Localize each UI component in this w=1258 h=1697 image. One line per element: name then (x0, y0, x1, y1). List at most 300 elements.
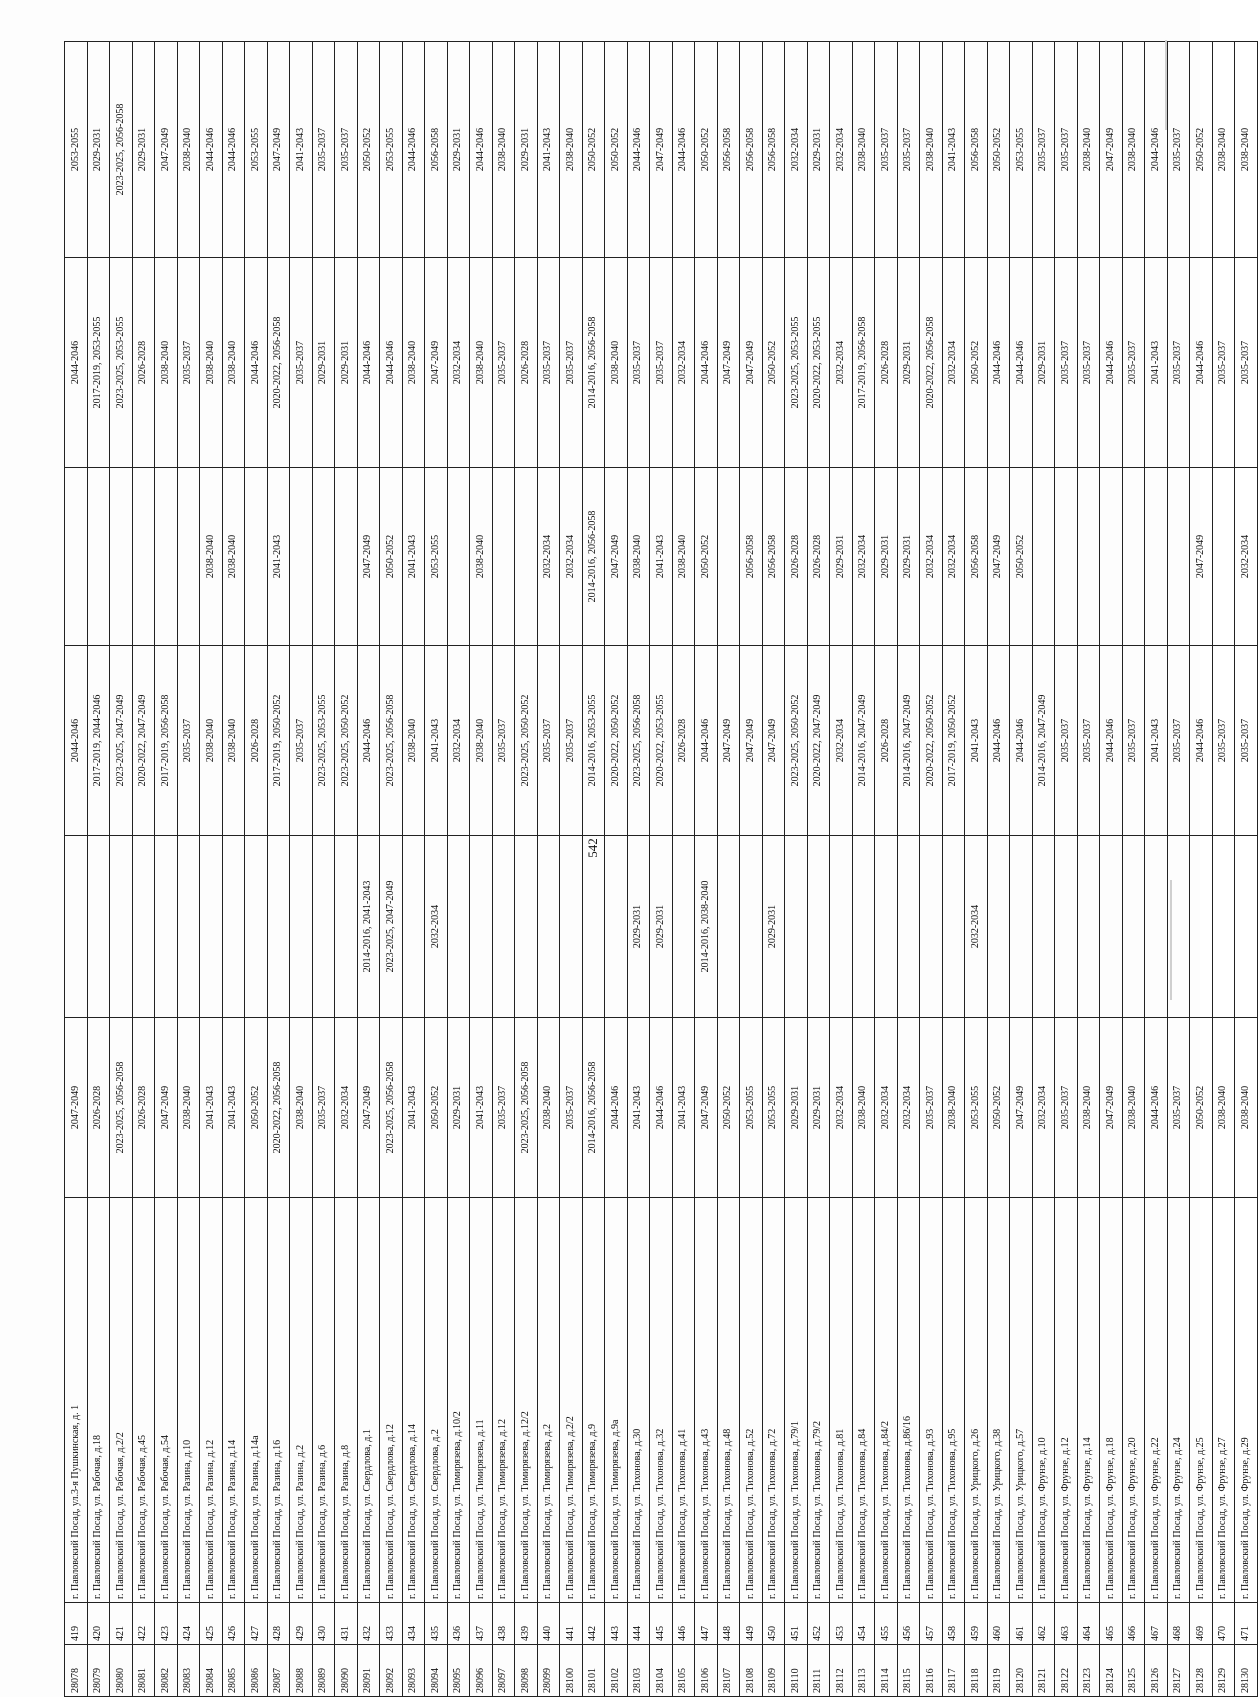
cell-period-6: 2053-2055 (380, 42, 403, 258)
cell-address: г. Павловский Посад, ул. Тимирязева, д.9 (582, 1198, 605, 1603)
cell-period-3: 2023-2025, 2050-2052 (785, 646, 808, 836)
cell-record-id: 28082 (155, 1645, 178, 1697)
cell-address: г. Павловский Посад, ул. Тимирязева, д.9а (605, 1198, 628, 1603)
cell-period-2 (222, 836, 245, 1018)
cell-period-3: 2020-2022, 2050-2052 (920, 646, 943, 836)
cell-period-6: 2029-2031 (447, 42, 470, 258)
cell-period-1: 2038-2040 (852, 1018, 875, 1198)
cell-period-3: 2035-2037 (1212, 646, 1235, 836)
table-row (110, 42, 133, 1697)
cell-row-number: 442 (582, 1603, 605, 1645)
table-row (537, 42, 560, 1697)
cell-period-1: 2023-2025, 2056-2058 (110, 1018, 133, 1198)
cell-period-4 (1212, 468, 1235, 646)
cell-row-number: 425 (200, 1603, 223, 1645)
cell-address: г. Павловский Посад, ул. Свердлова, д.1 (357, 1198, 380, 1603)
cell-address: г. Павловский Посад, ул. Разина, д.12 (200, 1198, 223, 1603)
cell-period-4: 2041-2043 (402, 468, 425, 646)
cell-period-1: 2032-2034 (830, 1018, 853, 1198)
cell-period-6: 2056-2058 (762, 42, 785, 258)
cell-period-1: 2038-2040 (1235, 1018, 1258, 1198)
cell-record-id: 28101 (582, 1645, 605, 1697)
cell-period-5: 2038-2040 (222, 258, 245, 468)
table-row (357, 42, 380, 1697)
cell-period-1: 2038-2040 (1122, 1018, 1145, 1198)
cell-period-3: 2026-2028 (672, 646, 695, 836)
cell-record-id: 28096 (470, 1645, 493, 1697)
cell-record-id: 28092 (380, 1645, 403, 1697)
cell-row-number: 460 (987, 1603, 1010, 1645)
cell-period-4 (177, 468, 200, 646)
cell-period-3: 2023-2025, 2050-2052 (335, 646, 358, 836)
cell-period-1: 2035-2037 (1167, 1018, 1190, 1198)
cell-period-6: 2035-2037 (1167, 42, 1190, 258)
table-row (65, 42, 88, 1697)
cell-period-5: 2023-2025, 2053-2055 (785, 258, 808, 468)
cell-period-6: 2041-2043 (537, 42, 560, 258)
table-row (672, 42, 695, 1697)
cell-row-number: 419 (65, 1603, 88, 1645)
cell-period-6: 2029-2031 (515, 42, 538, 258)
cell-period-5: 2047-2049 (740, 258, 763, 468)
cell-period-6: 2041-2043 (290, 42, 313, 258)
cell-row-number: 463 (1055, 1603, 1078, 1645)
cell-row-number: 457 (920, 1603, 943, 1645)
cell-period-4 (515, 468, 538, 646)
cell-period-6: 2029-2031 (132, 42, 155, 258)
table-row (740, 42, 763, 1697)
cell-period-2 (1212, 836, 1235, 1018)
cell-period-1: 2041-2043 (222, 1018, 245, 1198)
cell-period-5: 2044-2046 (65, 258, 88, 468)
cell-period-1: 2035-2037 (920, 1018, 943, 1198)
cell-period-2 (155, 836, 178, 1018)
cell-address: г. Павловский Посад, ул. Тихонова, д.30 (627, 1198, 650, 1603)
table-row (245, 42, 268, 1697)
cell-period-4: 2053-2055 (425, 468, 448, 646)
cell-address: г. Павловский Посад, ул. Фрунзе, д.22 (1145, 1198, 1168, 1603)
cell-period-2 (65, 836, 88, 1018)
cell-record-id: 28100 (560, 1645, 583, 1697)
cell-period-6: 2038-2040 (920, 42, 943, 258)
cell-record-id: 28098 (515, 1645, 538, 1697)
cell-row-number: 455 (875, 1603, 898, 1645)
table-row (695, 42, 718, 1697)
cell-record-id: 28119 (987, 1645, 1010, 1697)
cell-period-3: 2047-2049 (717, 646, 740, 836)
cell-address: г. Павловский Посад, ул. Рабочая, д.54 (155, 1198, 178, 1603)
cell-record-id: 28080 (110, 1645, 133, 1697)
table-row (515, 42, 538, 1697)
cell-period-5: 2029-2031 (897, 258, 920, 468)
cell-period-3: 2035-2037 (1077, 646, 1100, 836)
cell-period-4: 2032-2034 (537, 468, 560, 646)
cell-period-5: 2035-2037 (627, 258, 650, 468)
cell-period-6: 2056-2058 (425, 42, 448, 258)
cell-period-4: 2047-2049 (605, 468, 628, 646)
cell-period-3: 2023-2025, 2056-2058 (380, 646, 403, 836)
cell-record-id: 28124 (1100, 1645, 1123, 1697)
cell-row-number: 427 (245, 1603, 268, 1645)
cell-period-2 (1032, 836, 1055, 1018)
cell-period-4: 2047-2049 (357, 468, 380, 646)
cell-period-4 (1100, 468, 1123, 646)
cell-period-2 (987, 836, 1010, 1018)
cell-record-id: 28117 (942, 1645, 965, 1697)
cell-period-3: 2014-2016, 2053-2055 (582, 646, 605, 836)
cell-period-1: 2044-2046 (650, 1018, 673, 1198)
cell-record-id: 28130 (1235, 1645, 1258, 1697)
cell-period-5: 2026-2028 (132, 258, 155, 468)
table-row (1235, 42, 1258, 1697)
cell-row-number: 453 (830, 1603, 853, 1645)
cell-period-1: 2038-2040 (177, 1018, 200, 1198)
cell-period-5: 2029-2031 (1032, 258, 1055, 468)
cell-period-6: 2041-2043 (942, 42, 965, 258)
cell-period-6: 2038-2040 (1077, 42, 1100, 258)
cell-period-2 (87, 836, 110, 1018)
cell-record-id: 28120 (1010, 1645, 1033, 1697)
cell-period-5: 2044-2046 (245, 258, 268, 468)
cell-period-1: 2050-2052 (717, 1018, 740, 1198)
cell-row-number: 440 (537, 1603, 560, 1645)
cell-period-3: 2014-2016, 2047-2049 (852, 646, 875, 836)
cell-address: г. Павловский Посад, ул. Тимирязева, д.2 (537, 1198, 560, 1603)
cell-period-5: 2038-2040 (402, 258, 425, 468)
cell-period-1: 2041-2043 (200, 1018, 223, 1198)
cell-period-2 (807, 836, 830, 1018)
cell-period-4: 2029-2031 (875, 468, 898, 646)
cell-record-id: 28094 (425, 1645, 448, 1697)
cell-record-id: 28109 (762, 1645, 785, 1697)
cell-period-2 (875, 836, 898, 1018)
cell-period-2 (245, 836, 268, 1018)
cell-row-number: 437 (470, 1603, 493, 1645)
table-row (650, 42, 673, 1697)
cell-period-1: 2041-2043 (402, 1018, 425, 1198)
table-row (1010, 42, 1033, 1697)
cell-period-2 (1122, 836, 1145, 1018)
cell-period-4 (290, 468, 313, 646)
cell-period-5: 2044-2046 (380, 258, 403, 468)
cell-period-1: 2050-2052 (987, 1018, 1010, 1198)
cell-period-5: 2026-2028 (875, 258, 898, 468)
cell-period-1: 2044-2046 (605, 1018, 628, 1198)
cell-period-5: 2044-2046 (1190, 258, 1213, 468)
cell-period-1: 2029-2031 (447, 1018, 470, 1198)
table-row (1190, 42, 1213, 1697)
cell-period-6: 2035-2037 (1032, 42, 1055, 258)
cell-period-1: 2050-2052 (245, 1018, 268, 1198)
cell-period-3: 2044-2046 (987, 646, 1010, 836)
cell-record-id: 28085 (222, 1645, 245, 1697)
cell-period-5: 2032-2034 (672, 258, 695, 468)
cell-row-number: 428 (267, 1603, 290, 1645)
cell-period-4: 2050-2052 (695, 468, 718, 646)
cell-period-1: 2032-2034 (897, 1018, 920, 1198)
cell-address: г. Павловский Посад, ул. Разина, д.6 (312, 1198, 335, 1603)
cell-address: г. Павловский Посад, ул. Разина, д.8 (335, 1198, 358, 1603)
cell-address: г. Павловский Посад, ул. Фрунзе, д.29 (1235, 1198, 1258, 1603)
table-row (1032, 42, 1055, 1697)
cell-period-6: 2044-2046 (222, 42, 245, 258)
cell-period-2: 2014-2016, 2038-2040 (695, 836, 718, 1018)
cell-address: г. Павловский Посад, ул. Свердлова, д.12 (380, 1198, 403, 1603)
cell-address: г. Павловский Посад, ул. Фрунзе, д.25 (1190, 1198, 1213, 1603)
table-row (290, 42, 313, 1697)
cell-record-id: 28108 (740, 1645, 763, 1697)
cell-record-id: 28088 (290, 1645, 313, 1697)
cell-period-4: 2038-2040 (470, 468, 493, 646)
cell-period-3: 2035-2037 (492, 646, 515, 836)
cell-row-number: 450 (762, 1603, 785, 1645)
cell-period-1: 2026-2028 (87, 1018, 110, 1198)
cell-period-3: 2020-2022, 2053-2055 (650, 646, 673, 836)
table-row (222, 42, 245, 1697)
cell-period-5: 2032-2034 (447, 258, 470, 468)
cell-period-5: 2050-2052 (762, 258, 785, 468)
cell-period-6: 2029-2031 (807, 42, 830, 258)
cell-record-id: 28090 (335, 1645, 358, 1697)
cell-address: г. Павловский Посад, ул. Тимирязева, д.10/2 (447, 1198, 470, 1603)
table-row (87, 42, 110, 1697)
table-row (267, 42, 290, 1697)
cell-period-6: 2056-2058 (740, 42, 763, 258)
cell-period-5: 2020-2022, 2053-2055 (807, 258, 830, 468)
cell-address: г. Павловский Посад, ул. Свердлова, д.2 (425, 1198, 448, 1603)
cell-row-number: 470 (1212, 1603, 1235, 1645)
cell-period-6: 2050-2052 (1190, 42, 1213, 258)
table-row (807, 42, 830, 1697)
cell-period-4: 2038-2040 (672, 468, 695, 646)
cell-record-id: 28099 (537, 1645, 560, 1697)
cell-row-number: 432 (357, 1603, 380, 1645)
cell-period-6: 2047-2049 (155, 42, 178, 258)
table-row (605, 42, 628, 1697)
cell-period-2 (312, 836, 335, 1018)
cell-row-number: 422 (132, 1603, 155, 1645)
cell-period-5: 2044-2046 (1010, 258, 1033, 468)
cell-period-4: 2032-2034 (852, 468, 875, 646)
cell-period-4: 2041-2043 (650, 468, 673, 646)
cell-row-number: 454 (852, 1603, 875, 1645)
cell-period-5: 2044-2046 (987, 258, 1010, 468)
cell-period-3: 2035-2037 (1122, 646, 1145, 836)
scan-speck (1165, 40, 1167, 130)
cell-period-6: 2050-2052 (582, 42, 605, 258)
table-row (897, 42, 920, 1697)
cell-period-3: 2047-2049 (762, 646, 785, 836)
cell-period-6: 2038-2040 (1122, 42, 1145, 258)
cell-period-1: 2014-2016, 2056-2058 (582, 1018, 605, 1198)
cell-period-5: 2047-2049 (717, 258, 740, 468)
cell-address: г. Павловский Посад, ул. Разина, д.16 (267, 1198, 290, 1603)
cell-period-4: 2038-2040 (200, 468, 223, 646)
cell-period-6: 2047-2049 (267, 42, 290, 258)
cell-row-number: 461 (1010, 1603, 1033, 1645)
cell-record-id: 28112 (830, 1645, 853, 1697)
scan-speck (1170, 880, 1172, 1000)
cell-period-3: 2020-2022, 2050-2052 (605, 646, 628, 836)
cell-period-6: 2053-2055 (65, 42, 88, 258)
cell-period-5: 2014-2016, 2056-2058 (582, 258, 605, 468)
cell-period-1: 2050-2052 (1190, 1018, 1213, 1198)
cell-period-5: 2029-2031 (335, 258, 358, 468)
cell-period-5: 2026-2028 (515, 258, 538, 468)
cell-period-6: 2038-2040 (1235, 42, 1258, 258)
cell-period-3: 2035-2037 (1235, 646, 1258, 836)
table-row (470, 42, 493, 1697)
cell-period-5: 2035-2037 (650, 258, 673, 468)
cell-row-number: 469 (1190, 1603, 1213, 1645)
cell-address: г. Павловский Посад, ул. Тихонова, д.48 (717, 1198, 740, 1603)
cell-period-4: 2047-2049 (987, 468, 1010, 646)
cell-record-id: 28089 (312, 1645, 335, 1697)
cell-period-6: 2038-2040 (560, 42, 583, 258)
cell-address: г. Павловский Посад, ул. Фрунзе, д.18 (1100, 1198, 1123, 1603)
cell-period-2 (1100, 836, 1123, 1018)
table-row (402, 42, 425, 1697)
cell-period-1: 2047-2049 (65, 1018, 88, 1198)
cell-period-1: 2023-2025, 2056-2058 (515, 1018, 538, 1198)
cell-period-1: 2032-2034 (335, 1018, 358, 1198)
cell-period-1: 2035-2037 (560, 1018, 583, 1198)
cell-period-3: 2035-2037 (1167, 646, 1190, 836)
cell-period-2 (852, 836, 875, 1018)
cell-row-number: 420 (87, 1603, 110, 1645)
table-row (762, 42, 785, 1697)
table-row (200, 42, 223, 1697)
cell-period-2: 2014-2016, 2041-2043 (357, 836, 380, 1018)
cell-period-4: 2056-2058 (740, 468, 763, 646)
cell-period-2 (897, 836, 920, 1018)
cell-period-5: 2035-2037 (1235, 258, 1258, 468)
cell-period-6: 2035-2037 (897, 42, 920, 258)
cell-period-5: 2038-2040 (605, 258, 628, 468)
cell-record-id: 28097 (492, 1645, 515, 1697)
cell-address: г. Павловский Посад, ул. Тихонова, д.84 (852, 1198, 875, 1603)
cell-address: г. Павловский Посад, ул. Тихонова, д.93 (920, 1198, 943, 1603)
cell-row-number: 458 (942, 1603, 965, 1645)
cell-period-2 (335, 836, 358, 1018)
cell-period-5: 2035-2037 (1122, 258, 1145, 468)
cell-period-6: 2035-2037 (1055, 42, 1078, 258)
cell-period-4 (1077, 468, 1100, 646)
cell-period-2 (1145, 836, 1168, 1018)
cell-record-id: 28103 (627, 1645, 650, 1697)
cell-period-1: 2047-2049 (357, 1018, 380, 1198)
cell-period-2 (1235, 836, 1258, 1018)
cell-period-2 (942, 836, 965, 1018)
table-row (560, 42, 583, 1697)
cell-period-5: 2038-2040 (155, 258, 178, 468)
cell-row-number: 430 (312, 1603, 335, 1645)
cell-period-1: 2050-2052 (425, 1018, 448, 1198)
table-row (492, 42, 515, 1697)
cell-period-5: 2047-2049 (425, 258, 448, 468)
table-row (785, 42, 808, 1697)
cell-address: г. Павловский Посад, ул. Урицкого, д.38 (987, 1198, 1010, 1603)
cell-period-2: 2032-2034 (965, 836, 988, 1018)
rotated-table-area (64, 42, 1251, 1697)
cell-period-5: 2038-2040 (200, 258, 223, 468)
cell-address: г. Павловский Посад, ул. Тихонова, д.86/16 (897, 1198, 920, 1603)
cell-record-id: 28126 (1145, 1645, 1168, 1697)
cell-period-4 (312, 468, 335, 646)
cell-period-1: 2032-2034 (875, 1018, 898, 1198)
cell-period-2 (560, 836, 583, 1018)
cell-period-5: 2035-2037 (1167, 258, 1190, 468)
cell-address: г. Павловский Посад, ул. Разина, д.2 (290, 1198, 313, 1603)
cell-period-5: 2017-2019, 2053-2055 (87, 258, 110, 468)
cell-address: г. Павловский Посад, ул. Тимирязева, д.2/2 (560, 1198, 583, 1603)
cell-record-id: 28081 (132, 1645, 155, 1697)
cell-period-1: 2038-2040 (1077, 1018, 1100, 1198)
cell-period-6: 2038-2040 (492, 42, 515, 258)
cell-period-6: 2047-2049 (650, 42, 673, 258)
cell-period-2 (447, 836, 470, 1018)
table-row (380, 42, 403, 1697)
cell-address: г. Павловский Посад, ул. Тимирязева, д.11 (470, 1198, 493, 1603)
cell-period-6: 2056-2058 (717, 42, 740, 258)
cell-row-number: 464 (1077, 1603, 1100, 1645)
table-row (447, 42, 470, 1697)
cell-record-id: 28129 (1212, 1645, 1235, 1697)
cell-row-number: 462 (1032, 1603, 1055, 1645)
table-row (987, 42, 1010, 1697)
cell-period-1: 2020-2022, 2056-2058 (267, 1018, 290, 1198)
cell-period-5: 2044-2046 (1100, 258, 1123, 468)
cell-period-4: 2050-2052 (1010, 468, 1033, 646)
cell-period-2 (402, 836, 425, 1018)
cell-row-number: 459 (965, 1603, 988, 1645)
cell-row-number: 426 (222, 1603, 245, 1645)
cell-period-3: 2032-2034 (447, 646, 470, 836)
cell-address: г. Павловский Посад, ул. Тихонова, д.81 (830, 1198, 853, 1603)
cell-period-3: 2038-2040 (200, 646, 223, 836)
cell-period-4 (1167, 468, 1190, 646)
cell-address: г. Павловский Посад, ул. Фрунзе, д.27 (1212, 1198, 1235, 1603)
cell-period-3: 2041-2043 (425, 646, 448, 836)
cell-period-5: 2044-2046 (357, 258, 380, 468)
cell-period-4 (1145, 468, 1168, 646)
cell-period-5: 2041-2043 (1145, 258, 1168, 468)
table-row (335, 42, 358, 1697)
cell-period-2 (470, 836, 493, 1018)
cell-period-1: 2035-2037 (492, 1018, 515, 1198)
table-row (1100, 42, 1123, 1697)
cell-record-id: 28078 (65, 1645, 88, 1697)
cell-period-2 (920, 836, 943, 1018)
cell-period-2 (672, 836, 695, 1018)
cell-period-3: 2044-2046 (695, 646, 718, 836)
cell-period-6: 2035-2037 (312, 42, 335, 258)
cell-period-2 (717, 836, 740, 1018)
cell-address: г. Павловский Посад, ул.3-я Пушкинская, д. 1 (65, 1198, 88, 1603)
cell-period-1: 2026-2028 (132, 1018, 155, 1198)
cell-period-4 (245, 468, 268, 646)
cell-record-id: 28122 (1055, 1645, 1078, 1697)
cell-period-4 (1055, 468, 1078, 646)
cell-period-4: 2032-2034 (560, 468, 583, 646)
cell-period-3: 2023-2025, 2050-2052 (515, 646, 538, 836)
cell-period-4: 2047-2049 (1190, 468, 1213, 646)
cell-period-3: 2023-2025, 2053-2055 (312, 646, 335, 836)
cell-period-1: 2038-2040 (942, 1018, 965, 1198)
cell-address: г. Павловский Посад, ул. Рабочая, д.18 (87, 1198, 110, 1603)
cell-period-4 (717, 468, 740, 646)
table-row (942, 42, 965, 1697)
